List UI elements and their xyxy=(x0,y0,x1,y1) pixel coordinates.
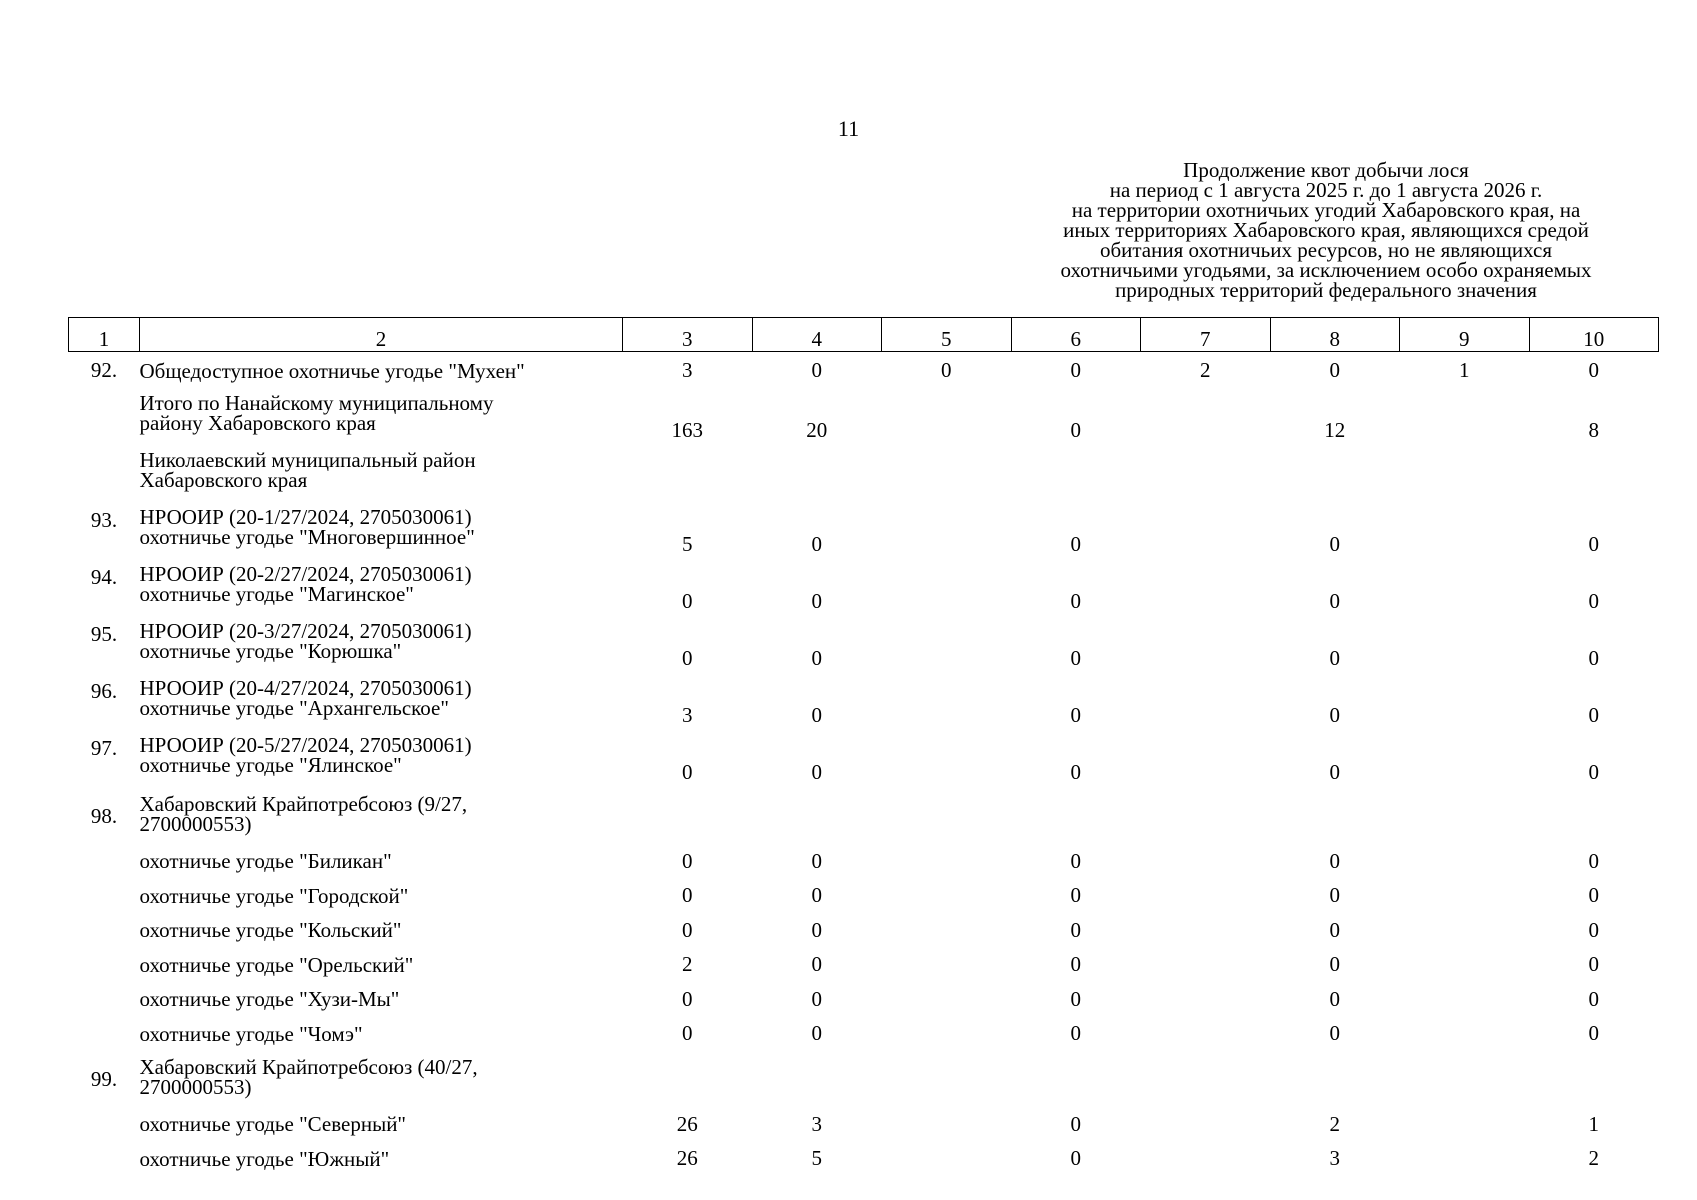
row-name: охотничье угодье "Хузи-Мы" xyxy=(139,987,400,1012)
row-name: охотничье угодье "Городской" xyxy=(139,883,409,908)
cell: 0 xyxy=(682,646,693,670)
table-row xyxy=(69,982,1659,1017)
cell: 0 xyxy=(1070,418,1081,442)
cell xyxy=(1400,389,1530,446)
cell: 0 xyxy=(1588,760,1599,784)
column-header: 10 xyxy=(1529,318,1659,352)
cell: 0 xyxy=(1070,358,1081,382)
cell: 3 xyxy=(1329,1146,1340,1171)
cell: 2 xyxy=(682,952,693,977)
row-name-line: Хабаровского края xyxy=(139,468,308,492)
cell: 0 xyxy=(1329,1021,1340,1046)
row-name xyxy=(140,617,623,674)
column-header: 6 xyxy=(1011,318,1141,352)
cell: 0 xyxy=(1070,1111,1081,1136)
row-name xyxy=(140,560,623,617)
table-row xyxy=(69,844,1659,879)
column-header: 4 xyxy=(752,318,882,352)
cell xyxy=(1141,503,1271,560)
cell: 0 xyxy=(811,358,822,382)
cell xyxy=(882,389,1012,446)
cell: 0 xyxy=(1329,646,1340,670)
cell: 0 xyxy=(682,760,693,784)
column-header: 7 xyxy=(1141,318,1271,352)
table-row xyxy=(69,674,1659,731)
table-row xyxy=(69,617,1659,674)
table-row xyxy=(69,389,1659,446)
row-index: 97. xyxy=(90,736,118,760)
cell: 8 xyxy=(1588,418,1599,442)
caption-line: обитания охотничьих ресурсов, но не являющихся xyxy=(1099,238,1553,262)
row-name: охотничье угодье "Орельский" xyxy=(139,952,414,977)
table-row xyxy=(69,879,1659,914)
table-caption xyxy=(1016,160,1636,300)
cell xyxy=(882,617,1012,674)
quota-table xyxy=(68,317,1659,1176)
cell: 0 xyxy=(1329,917,1340,942)
cell: 2 xyxy=(1588,1146,1599,1171)
row-name-line: охотничье угодье "Магинское" xyxy=(139,582,414,606)
cell: 0 xyxy=(1070,848,1081,873)
cell: 1 xyxy=(1459,358,1470,382)
cell: 0 xyxy=(811,917,822,942)
cell: 0 xyxy=(1329,952,1340,977)
row-name-line: району Хабаровского края xyxy=(139,411,376,435)
cell xyxy=(1141,674,1271,731)
cell xyxy=(882,731,1012,788)
table-row xyxy=(69,503,1659,560)
row-index xyxy=(69,1142,140,1177)
caption-line: охотничьими угодьями, за исключением особо охраняемых xyxy=(1060,258,1592,282)
cell: 0 xyxy=(1070,532,1081,556)
cell: 0 xyxy=(682,986,693,1011)
cell xyxy=(1400,503,1530,560)
cell: 0 xyxy=(1588,1021,1599,1046)
cell: 0 xyxy=(1329,760,1340,784)
cell: 0 xyxy=(811,760,822,784)
row-name xyxy=(140,788,623,844)
cell: 0 xyxy=(1329,589,1340,613)
row-index xyxy=(69,913,140,948)
cell: 0 xyxy=(941,358,952,382)
cell: 0 xyxy=(811,883,822,908)
row-index xyxy=(69,982,140,1017)
cell xyxy=(1141,389,1271,446)
group-heading-row xyxy=(69,788,1659,844)
cell: 0 xyxy=(1070,1146,1081,1171)
cell: 0 xyxy=(1329,703,1340,727)
cell: 0 xyxy=(811,986,822,1011)
cell: 0 xyxy=(1329,986,1340,1011)
row-index xyxy=(69,1017,140,1052)
cell: 2 xyxy=(1329,1111,1340,1136)
cell: 0 xyxy=(1329,532,1340,556)
cell: 0 xyxy=(1070,883,1081,908)
row-index xyxy=(69,879,140,914)
cell: 1 xyxy=(1588,1111,1599,1136)
row-name-line: Итого по Нанайскому муниципальному xyxy=(139,391,494,415)
row-index: 99. xyxy=(90,1066,118,1091)
table-row xyxy=(69,1017,1659,1052)
row-index xyxy=(69,948,140,983)
cell xyxy=(1141,560,1271,617)
cell xyxy=(1400,731,1530,788)
row-name xyxy=(140,503,623,560)
cell: 3 xyxy=(682,358,693,382)
cell: 5 xyxy=(682,532,693,556)
row-name-line: НРООИР (20-1/27/2024, 2705030061) xyxy=(139,505,472,529)
caption-line: на период с 1 августа 2025 г. до 1 августа 2026 г. xyxy=(1109,178,1543,202)
row-name xyxy=(140,1051,623,1107)
row-name-line: 2700000553) xyxy=(139,1075,252,1099)
column-header: 2 xyxy=(140,318,623,352)
cell: 26 xyxy=(676,1111,698,1136)
row-index: 98. xyxy=(90,803,118,828)
column-header: 5 xyxy=(882,318,1012,352)
row-name-line: НРООИР (20-4/27/2024, 2705030061) xyxy=(139,676,472,700)
cell: 0 xyxy=(1588,532,1599,556)
cell: 26 xyxy=(676,1146,698,1171)
cell: 0 xyxy=(811,532,822,556)
cell: 12 xyxy=(1324,418,1346,442)
row-name-line: охотничье угодье "Многовершинное" xyxy=(139,525,475,549)
cell: 0 xyxy=(1070,646,1081,670)
caption-line: Продолжение квот добычи лося xyxy=(1183,158,1469,182)
cell: 0 xyxy=(1588,848,1599,873)
cell: 0 xyxy=(1070,917,1081,942)
cell xyxy=(1141,731,1271,788)
cell: 0 xyxy=(682,917,693,942)
table-row xyxy=(69,560,1659,617)
row-name-line: охотничье угодье "Корюшка" xyxy=(139,639,402,663)
cell: 0 xyxy=(682,589,693,613)
row-name-line: НРООИР (20-3/27/2024, 2705030061) xyxy=(139,619,472,643)
page-number: 11 xyxy=(837,116,860,141)
cell xyxy=(1400,560,1530,617)
row-index: 95. xyxy=(90,622,118,646)
table-row xyxy=(69,948,1659,983)
column-header: 1 xyxy=(69,318,140,352)
cell: 0 xyxy=(811,952,822,977)
cell: 0 xyxy=(682,848,693,873)
cell: 163 xyxy=(671,418,703,442)
cell: 0 xyxy=(1329,848,1340,873)
row-name xyxy=(140,674,623,731)
cell xyxy=(1400,674,1530,731)
row-name: охотничье угодье "Кольский" xyxy=(139,918,402,943)
row-name-line: охотничье угодье "Ялинское" xyxy=(139,753,402,777)
cell: 0 xyxy=(1588,917,1599,942)
cell: 3 xyxy=(682,703,693,727)
column-header: 3 xyxy=(623,318,753,352)
caption-line: на территории охотничьих угодий Хабаровского края, на xyxy=(1071,198,1581,222)
row-name: охотничье угодье "Биликан" xyxy=(139,849,392,874)
cell: 0 xyxy=(1588,952,1599,977)
cell xyxy=(882,674,1012,731)
cell: 0 xyxy=(1588,358,1599,382)
table-row xyxy=(69,913,1659,948)
cell xyxy=(1400,617,1530,674)
cell: 0 xyxy=(811,1021,822,1046)
cell xyxy=(882,560,1012,617)
group-heading-row xyxy=(69,1051,1659,1107)
table-row xyxy=(69,1107,1659,1142)
cell: 0 xyxy=(811,848,822,873)
cell: 0 xyxy=(1329,358,1340,382)
column-number-row xyxy=(69,318,1659,352)
row-name-line: Хабаровский Крайпотребсоюз (9/27, xyxy=(139,792,468,816)
cell: 0 xyxy=(811,589,822,613)
row-name xyxy=(140,446,623,503)
row-name: Общедоступное охотничье угодье "Мухен" xyxy=(139,358,525,383)
row-index: 94. xyxy=(90,565,118,589)
cell: 0 xyxy=(1070,760,1081,784)
row-name xyxy=(140,731,623,788)
cell: 0 xyxy=(682,1021,693,1046)
cell: 0 xyxy=(1070,589,1081,613)
table-row xyxy=(69,1142,1659,1177)
cell: 0 xyxy=(811,646,822,670)
column-header: 9 xyxy=(1400,318,1530,352)
row-index xyxy=(69,389,140,446)
row-name-line: 2700000553) xyxy=(139,812,252,836)
row-name-line: Хабаровский Крайпотребсоюз (40/27, xyxy=(139,1055,478,1079)
row-name: охотничье угодье "Чомэ" xyxy=(139,1021,363,1046)
cell: 0 xyxy=(1588,883,1599,908)
row-index xyxy=(69,1107,140,1142)
cell: 0 xyxy=(1588,986,1599,1011)
cell: 2 xyxy=(1200,358,1211,382)
row-name-line: НРООИР (20-2/27/2024, 2705030061) xyxy=(139,562,472,586)
row-name-line: НРООИР (20-5/27/2024, 2705030061) xyxy=(139,733,472,757)
cell: 0 xyxy=(682,883,693,908)
cell: 0 xyxy=(1588,589,1599,613)
row-name: охотничье угодье "Южный" xyxy=(139,1146,390,1171)
row-index xyxy=(69,446,140,503)
table-row xyxy=(69,731,1659,788)
cell: 0 xyxy=(1329,883,1340,908)
cell: 3 xyxy=(811,1111,822,1136)
row-index: 92. xyxy=(90,358,118,382)
table-row xyxy=(69,352,1659,390)
cell: 0 xyxy=(1070,952,1081,977)
row-index: 96. xyxy=(90,679,118,703)
cell xyxy=(882,503,1012,560)
cell xyxy=(1141,617,1271,674)
row-name-line: охотничье угодье "Архангельское" xyxy=(139,696,449,720)
cell: 20 xyxy=(806,418,828,442)
cell: 0 xyxy=(1070,1021,1081,1046)
row-index: 93. xyxy=(90,508,118,532)
cell: 0 xyxy=(1070,986,1081,1011)
column-header: 8 xyxy=(1270,318,1400,352)
row-name xyxy=(140,389,623,446)
row-name-line: Николаевский муниципальный район xyxy=(139,448,476,472)
cell: 0 xyxy=(1588,703,1599,727)
section-heading-row xyxy=(69,446,1659,503)
caption-line: иных территориях Хабаровского края, являющихся средой xyxy=(1063,218,1589,242)
cell: 0 xyxy=(1588,646,1599,670)
row-index xyxy=(69,844,140,879)
cell: 5 xyxy=(811,1146,822,1171)
caption-line: природных территорий федерального значения xyxy=(1115,278,1537,302)
row-name: охотничье угодье "Северный" xyxy=(139,1112,407,1137)
cell: 0 xyxy=(1070,703,1081,727)
cell: 0 xyxy=(811,703,822,727)
